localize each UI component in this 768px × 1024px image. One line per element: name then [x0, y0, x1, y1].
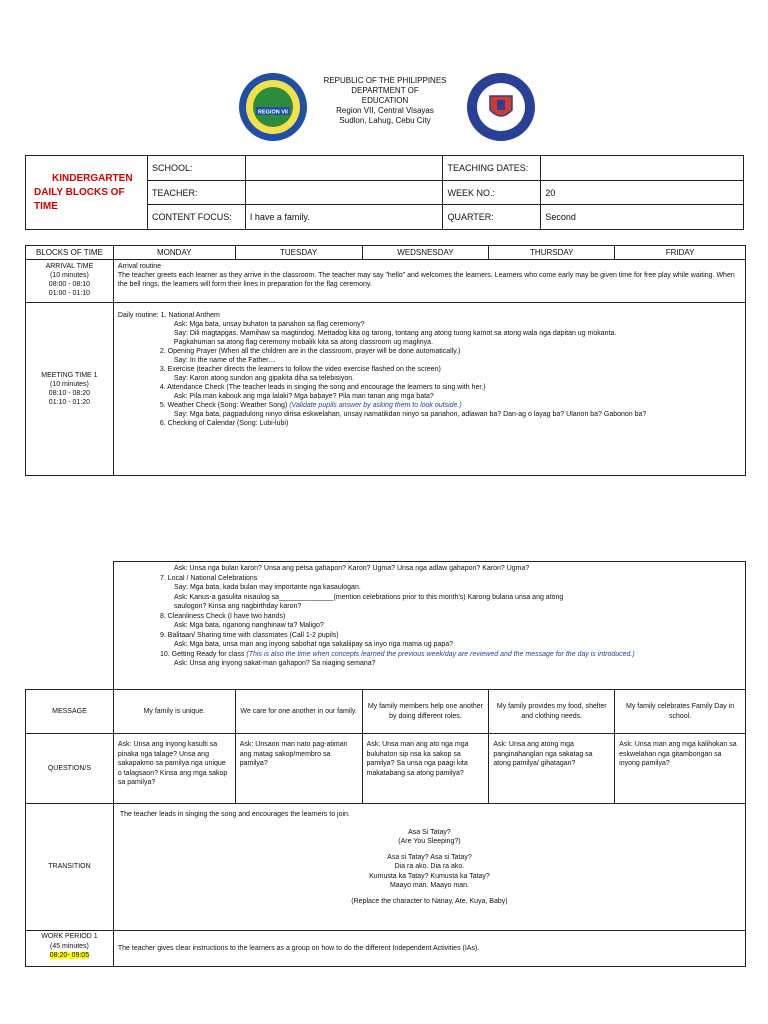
- routine-line: saulogon? Kinsa ang nagbirthday karon?: [174, 603, 302, 610]
- work-period-text: The teacher gives clear instructions to the learners as a group on how to do the different Independent Activities (IAs).: [113, 931, 745, 967]
- routine-line: 6. Checking of Calendar (Song: Lubi-lubi): [159, 420, 289, 427]
- header-thursday: THURSDAY: [489, 246, 615, 260]
- transition-song: [118, 828, 741, 907]
- arrival-time-am: 08:00 - 08:10: [48, 281, 91, 288]
- routine-line: 5. Weather Check (Song: Weather Song): [159, 402, 288, 409]
- content-focus-label: CONTENT FOCUS:: [147, 205, 245, 230]
- meeting-duration: (10 minutes): [49, 381, 89, 388]
- arrival-routine-title: Arrival routine: [117, 263, 162, 270]
- routine-line: Ask: Unsa nga bulan karon? Unsa ang petsa gahapon? Karon? Ugma? Unsa nga adlaw gahapon? Karon? Ugma?: [174, 565, 530, 572]
- song-line: Kumusta ka Tatay? Kumusta ka Tatay?: [369, 872, 490, 880]
- questions-monday: Ask: Unsa ang inyong kasulti sa pinaka nga talage? Unsa ang sakapakmo sa pamilya nga unique o talagsaon? Kinsa ang mga sakop sa pamilya?: [113, 734, 235, 804]
- deped-seal-icon: [466, 72, 536, 142]
- routine-line: Ask: Mga bata, nganong nanghinaw ta? Maligo?: [174, 622, 324, 629]
- meeting-routine-cell: [113, 303, 745, 476]
- week-value: 20: [541, 181, 744, 205]
- song-line: Asa Si Tatay?: [408, 828, 451, 836]
- header-line: REPUBLIC OF THE PHILIPPINES: [323, 76, 447, 85]
- quarter-value: Second: [541, 205, 744, 230]
- questions-friday: Ask: Unsa man ang mga kalihokan sa eskwelahan nga gitambongan sa inyong pamilya?: [615, 734, 746, 804]
- routine-line: Say: Mga bata, pagpadulong ninyo dirisa eskwelahan, unsay namatikdan ninyo sa panahon, adlawan ba? Dan-ag o layag ba? Ulanon ba? Gabonon ba?: [173, 411, 647, 418]
- routine-line: Say: In the name of the Father…: [173, 357, 276, 364]
- song-line: Maayo man. Maayo man.: [389, 882, 469, 889]
- arrival-routine-cell: [113, 260, 745, 303]
- routine-line: 8. Cleanliness Check (I have two hands): [160, 612, 286, 620]
- meeting-time-pm: 01:10 - 01:20: [48, 399, 91, 406]
- meeting-label: MEETING TIME 1: [41, 372, 98, 379]
- work-duration: (45 minutes): [49, 942, 89, 950]
- routine-line: Daily routine: 1. National Anthem: [117, 312, 220, 319]
- routine-line: 2. Opening Prayer (When all the children are in the classroom, prayer will be done automatically.): [159, 348, 461, 355]
- arrival-duration: (10 minutes): [49, 272, 89, 279]
- arrival-label: ARRIVAL TIME: [45, 263, 94, 270]
- questions-tuesday: Ask: Unsaon man nato pag-atiman ang matag sakop/membro sa pamilya?: [235, 734, 362, 804]
- region-seal-text: REGION VII: [258, 109, 288, 116]
- header-blocks-of-time: BLOCKS OF TIME: [26, 246, 114, 260]
- song-line: Dia ra ako. Dia ra ako.: [394, 863, 465, 870]
- routine-note: (Validate pupils answer by asking them to look outside.): [289, 402, 462, 409]
- header-wednesday: WEDSNESDAY: [362, 246, 489, 260]
- work-label: WORK PERIOD 1: [41, 933, 98, 940]
- arrival-time-cell: [26, 260, 114, 303]
- teacher-value: [245, 181, 443, 205]
- routine-line: Say: Karon atong sundon ang gipakita diha sa telebisiyon.: [173, 375, 355, 382]
- school-label: SCHOOL:: [147, 156, 245, 181]
- routine-line: 3. Exercise (teacher directs the learners to follow the video exercise flashed on the screen): [159, 366, 441, 373]
- message-tuesday: We care for one another in our family.: [235, 690, 362, 734]
- work-time: 08:20- 09:05: [49, 952, 90, 959]
- teaching-dates-label: TEACHING DATES:: [443, 156, 541, 181]
- info-title: DAILY BLOCKS OF TIME: [34, 186, 125, 212]
- schedule-table-3: [25, 689, 746, 967]
- info-title-cell: KINDERGARTEN DAILY BLOCKS OF TIME: [26, 156, 148, 230]
- transition-cell: [113, 804, 745, 931]
- questions-label: QUESTION/S: [26, 734, 114, 804]
- header-monday: MONDAY: [113, 246, 235, 260]
- meeting-time-cell: [26, 303, 114, 476]
- message-wednesday: My family members help one another by doing different roles.: [362, 690, 489, 734]
- routine-line: Ask: Mga bata, unsa man ang inyong sabohat nga sakaliipay sa inyo nga mama ug papa?: [174, 641, 454, 648]
- quarter-label: QUARTER:: [443, 205, 541, 230]
- transition-label: TRANSITION: [26, 804, 114, 931]
- header-line: Sudlon, Lahug, Cebu City: [339, 116, 431, 125]
- meeting-routine-continued: [114, 562, 746, 690]
- transition-intro: The teacher leads in singing the song and encourages the learners to join.: [119, 811, 350, 818]
- questions-wednesday: Ask: Unsa man ang ato nga mga buluhaton sip nsa ka sakop sa pamilya? Sa unsa nga paagi kita makatabang sa atong pamilya?: [362, 734, 489, 804]
- song-line: Asa si Tatay? Asa si Tatay?: [387, 853, 472, 861]
- content-focus-value: I have a family.: [245, 205, 443, 230]
- routine-line: 10. Getting Ready for class: [160, 650, 245, 658]
- arrival-routine-text: The teacher greets each learner as they arrive in the classroom. The teacher may say "hello" and welcomes the learners. Learners who come early may be given time for free play while waiting. When the bell rings, the learners will form their lines in preparation for the flag ceremony.: [117, 272, 735, 288]
- school-value: [245, 156, 443, 181]
- message-thursday: My family provides my food, shelter and clothing needs.: [489, 690, 615, 734]
- week-label: WEEK NO.:: [443, 181, 541, 205]
- routine-note: (This is also the time when concepts learned the previous week/day are reviewed and the message for the day is introduced.): [246, 650, 635, 658]
- routine-line: Pagkahuman sa atong flag ceremony mobalik kita sa atong classroom ug maglinya.: [173, 339, 434, 346]
- message-label: MESSAGE: [26, 690, 114, 734]
- info-table: [25, 155, 744, 230]
- routine-line: 9. Balitaan/ Sharing time with classmates (Call 1-2 pupils): [160, 631, 339, 639]
- deped-seal: [466, 72, 536, 142]
- work-period-cell: [26, 931, 114, 967]
- routine-line: Say: Mga bata, kada bulan may importante nga kasaulogan.: [174, 584, 361, 591]
- deped-region-seal: [238, 72, 308, 142]
- song-line: (Are You Sleeping?): [398, 838, 461, 845]
- schedule-table-1: [25, 245, 746, 476]
- routine-line: 4. Attendance Check (The teacher leads in singing the song and encourage the learners to sing with her.): [159, 384, 486, 391]
- region-seal-icon: [238, 72, 308, 142]
- meeting-time-am: 08:10 - 08:20: [48, 390, 91, 397]
- header-line: DEPARTMENT OF: [351, 86, 419, 95]
- song-line: (Replace the character to Nanay, Ate, Kuya, Baby): [351, 897, 508, 905]
- header-line: Region VII, Central Visayas: [336, 106, 434, 115]
- routine-line: Ask: Pila man kabouk ang mga lalaki? Mga babaye? Pila man tanan ang mga bata?: [173, 393, 434, 400]
- teaching-dates-value: [541, 156, 744, 181]
- arrival-time-pm: 01:00 - 01:10: [48, 290, 91, 297]
- routine-line: 7. Local / National Celebrations: [160, 574, 258, 582]
- message-monday: My family is unique.: [113, 690, 235, 734]
- message-friday: My family celebrates Family Day in school.: [615, 690, 746, 734]
- header-friday: FRIDAY: [615, 246, 746, 260]
- routine-line: Ask: Unsa ang inyong sakat-man gahapon? Sa niaging semana?: [174, 660, 376, 667]
- routine-line: Say: Dili magtapgas. Mamihaw sa magtindog. Mettadog kita og tarong, tontang ang atong tuong kamot sa atong wala nga dapitan ug mokanta.: [173, 330, 617, 337]
- routine-line: Ask: Kanus-a gasulita nisaulog sa______________(mention celebrations prior to this month's) Karong bulana unsa ang atong: [174, 593, 564, 601]
- routine-line: Ask: Mga bata, unsay buhaton ta panahon sa flag ceremony?: [173, 321, 365, 328]
- teacher-label: TEACHER:: [147, 181, 245, 205]
- schedule-table-2: [113, 561, 746, 690]
- header-tuesday: TUESDAY: [235, 246, 362, 260]
- questions-thursday: Ask: Unsa ang atong mga panginahanglan nga sakatag sa atong pamilya/ gihatagan?: [489, 734, 615, 804]
- header-address: [300, 76, 470, 126]
- left-column-border: [25, 561, 114, 689]
- header-line: EDUCATION: [361, 96, 409, 105]
